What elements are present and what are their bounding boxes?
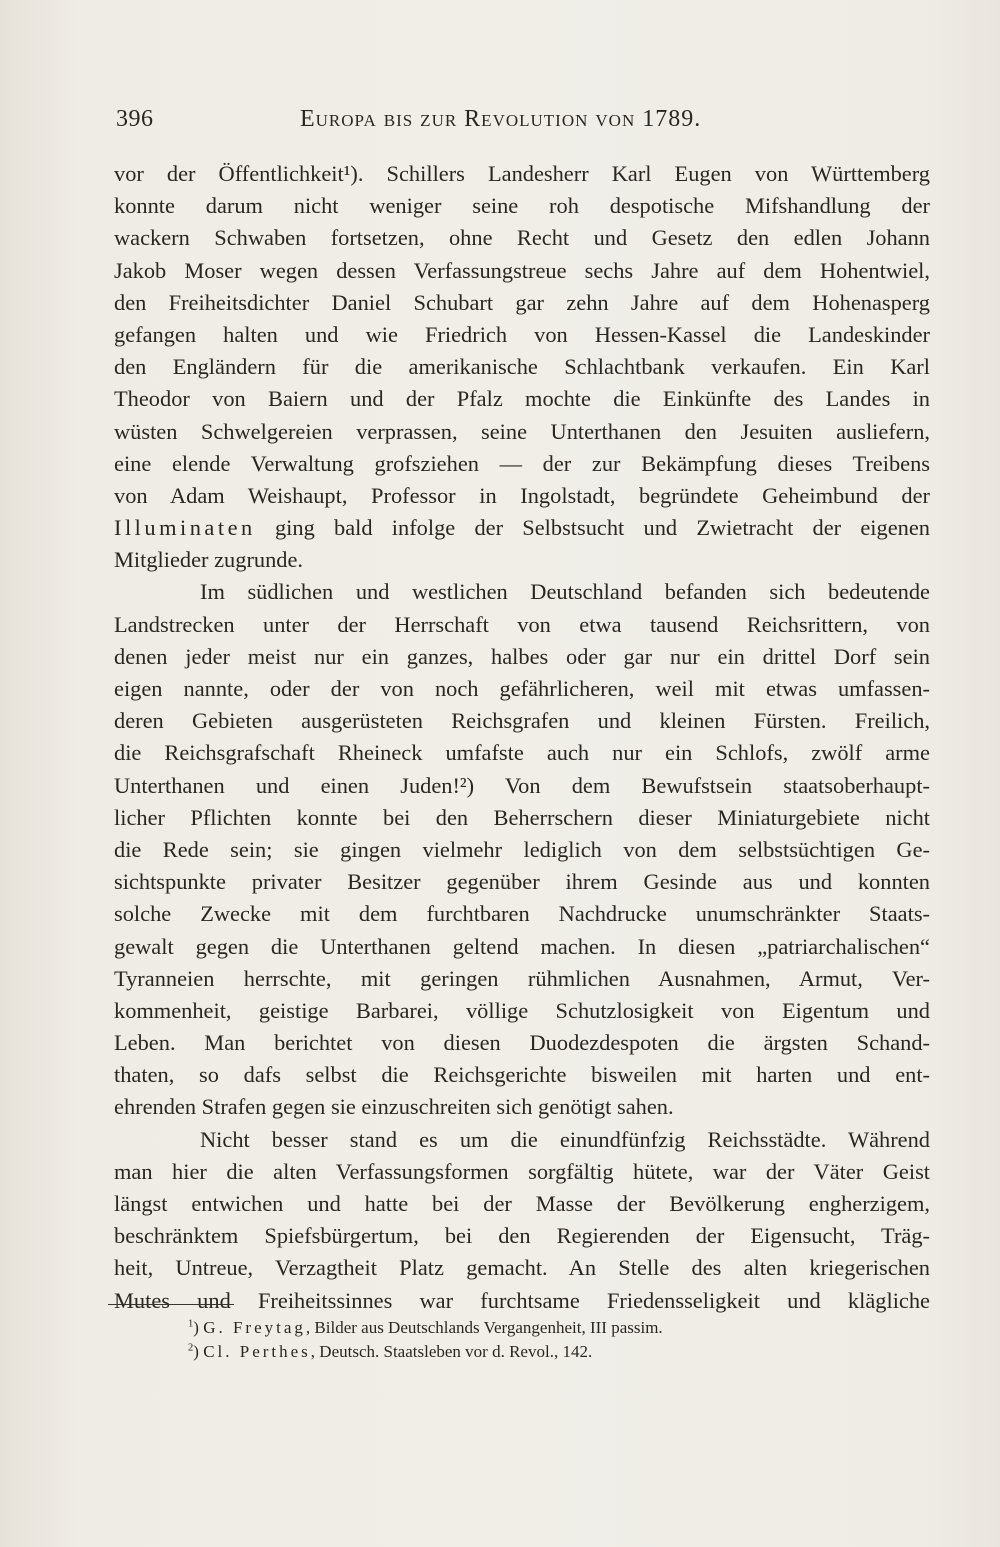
footnote-marker: 1: [188, 1318, 194, 1330]
text-line: [114, 609, 930, 641]
footnote-citation: , Bilder aus Deutschlands Vergangenheit, III passim.: [305, 1318, 663, 1337]
footnotes: [188, 1316, 808, 1364]
text-line: [114, 673, 930, 705]
text-line: [114, 544, 930, 576]
line-text: ging bald infolge der Selbstsucht und Zwietracht der eigenen: [255, 515, 930, 541]
text-line: [114, 1091, 930, 1123]
text-line: [114, 802, 930, 834]
line-text: wackern Schwaben fortsetzen, ohne Recht und Gesetz den edlen Johann: [114, 225, 930, 251]
footnote: $^1$) G. Freytag, Bilder aus Deutschlands Vergangenheit, III passim.: [188, 1318, 663, 1337]
text-line: [114, 1059, 930, 1091]
line-text: Mutes und Freiheitssinnes war furchtsame Friedensseligkeit und klägliche: [114, 1287, 930, 1313]
line-text: licher Pflichten konnte bei den Beherrschern dieser Miniaturgebiete nicht: [114, 804, 930, 830]
line-text: eine elende Verwaltung grofsziehen — der zur Bekämpfung dieses Treibens: [114, 450, 930, 476]
line-text: Nicht besser stand es um die einundfünfzig Reichsstädte. Während: [200, 1126, 930, 1152]
line-text: gewalt gegen die Unterthanen geltend machen. In diesen „patriarchalischen“: [114, 933, 930, 959]
text-line: [114, 834, 930, 866]
line-text: Tyranneien herrschte, mit geringen rühmlichen Ausnahmen, Armut, Ver-: [114, 965, 930, 991]
line-text: man hier die alten Verfassungsformen sorgfältig hütete, war der Väter Geist: [114, 1158, 930, 1184]
text-line: [114, 705, 930, 737]
running-title: Europa bis zur Revolution von 1789.: [300, 106, 702, 132]
text-line: [114, 255, 930, 287]
text-line: [114, 158, 930, 190]
line-text: eigen nannte, oder der von noch gefährlicheren, weil mit etwas umfassen-: [114, 676, 930, 701]
footnote-marker: 2: [188, 1342, 194, 1354]
text-line: [114, 995, 930, 1027]
text-line: [114, 963, 930, 995]
footnote-author: G. Freytag: [203, 1318, 306, 1337]
text-line: [114, 1027, 930, 1059]
line-text: denen jeder meist nur ein ganzes, halbes oder gar nur ein drittel Dorf sein: [114, 643, 930, 669]
text-line: [114, 480, 930, 512]
text-line: [114, 383, 930, 415]
line-text: konnte darum nicht weniger seine roh despotische Mifshandlung der: [114, 193, 930, 219]
text-line: [114, 1156, 930, 1188]
line-text: die Rede sein; sie gingen vielmehr lediglich von dem selbstsüchtigen Ge-: [114, 836, 930, 862]
text-line: [114, 770, 930, 802]
spaced-term: Illuminaten: [114, 515, 256, 541]
line-text: ehrenden Strafen gegen sie einzuschreiten sich genötigt sahen.: [114, 1094, 674, 1120]
line-text: heit, Untreue, Verzagtheit Platz gemacht. An Stelle des alten kriegerischen: [114, 1255, 930, 1281]
footnote: $^2$) Cl. Perthes, Deutsch. Staatsleben vor d. Revol., 142.: [188, 1342, 593, 1361]
line-text: vor der Öffentlichkeit¹). Schillers Landesherr Karl Eugen von Württemberg: [114, 161, 930, 186]
text-line: [114, 737, 930, 769]
line-text: Landstrecken unter der Herrschaft von etwa tausend Reichsrittern, von: [114, 611, 930, 637]
line-text: den Freiheitsdichter Daniel Schubart gar zehn Jahre auf dem Hohenasperg: [114, 289, 930, 315]
line-text: gefangen halten und wie Friedrich von Hessen-Kassel die Landeskinder: [114, 321, 930, 347]
running-head: [116, 106, 928, 146]
line-text: thaten, so dafs selbst die Reichsgerichte bisweilen mit harten und ent-: [114, 1062, 930, 1088]
line-text: Mitglieder zugrunde.: [114, 547, 304, 573]
text-line: [114, 866, 930, 898]
text-line: [114, 416, 930, 448]
text-line: [114, 190, 930, 222]
line-text: Im südlichen und westlichen Deutschland befanden sich bedeutende: [200, 579, 930, 605]
text-line: [114, 576, 930, 608]
line-text: deren Gebieten ausgerüsteten Reichsgrafen und kleinen Fürsten. Freilich,: [114, 708, 930, 734]
footnote-rule: [108, 1304, 234, 1305]
line-text: Leben. Man berichtet von diesen Duodezdespoten die ärgsten Schand-: [114, 1030, 930, 1056]
line-text: wüsten Schwelgereien verprassen, seine Unterthanen den Jesuiten ausliefern,: [114, 418, 930, 444]
line-text: sichtspunkte privater Besitzer gegenüber ihrem Gesinde aus und konnten: [114, 869, 930, 895]
footnote-citation: , Deutsch. Staatsleben vor d. Revol., 142.: [310, 1342, 593, 1361]
line-text: den Engländern für die amerikanische Schlachtbank verkaufen. Ein Karl: [114, 354, 930, 380]
text-line: [114, 1285, 930, 1317]
text-line: [114, 1220, 930, 1252]
text-line: [114, 351, 930, 383]
text-line: [114, 931, 930, 963]
text-line: [114, 319, 930, 351]
line-text: solche Zwecke mit dem furchtbaren Nachdrucke unumschränkter Staats-: [114, 901, 930, 927]
line-text: Jakob Moser wegen dessen Verfassungstreue sechs Jahre auf dem Hohentwiel,: [114, 257, 930, 283]
text-line: [114, 1252, 930, 1284]
footnote-author: Cl. Perthes: [203, 1342, 311, 1361]
text-line: [114, 512, 930, 544]
line-text: kommenheit, geistige Barbarei, völlige Schutzlosigkeit von Eigentum und: [114, 997, 930, 1023]
line-text: Theodor von Baiern und der Pfalz mochte die Einkünfte des Landes in: [114, 386, 930, 412]
line-text: beschränktem Spiefsbürgertum, bei den Regierenden der Eigensucht, Träg-: [114, 1223, 930, 1249]
text-line: [114, 898, 930, 930]
text-line: [114, 1124, 930, 1156]
line-text: die Reichsgrafschaft Rheineck umfafste auch nur ein Schlofs, zwölf arme: [114, 740, 930, 766]
text-line: [114, 448, 930, 480]
body-text: [114, 158, 930, 1317]
page-number: 396: [116, 106, 154, 132]
text-line: [114, 1188, 930, 1220]
text-line: [114, 222, 930, 254]
line-text: von Adam Weishaupt, Professor in Ingolstadt, begründete Geheimbund der: [114, 482, 930, 508]
line-text: Unterthanen und einen Juden!²) Von dem Bewufstsein staatsoberhaupt-: [114, 772, 930, 798]
line-text: längst entwichen und hatte bei der Masse der Bevölkerung engherzigem,: [114, 1191, 930, 1216]
text-line: [114, 641, 930, 673]
text-line: [114, 287, 930, 319]
